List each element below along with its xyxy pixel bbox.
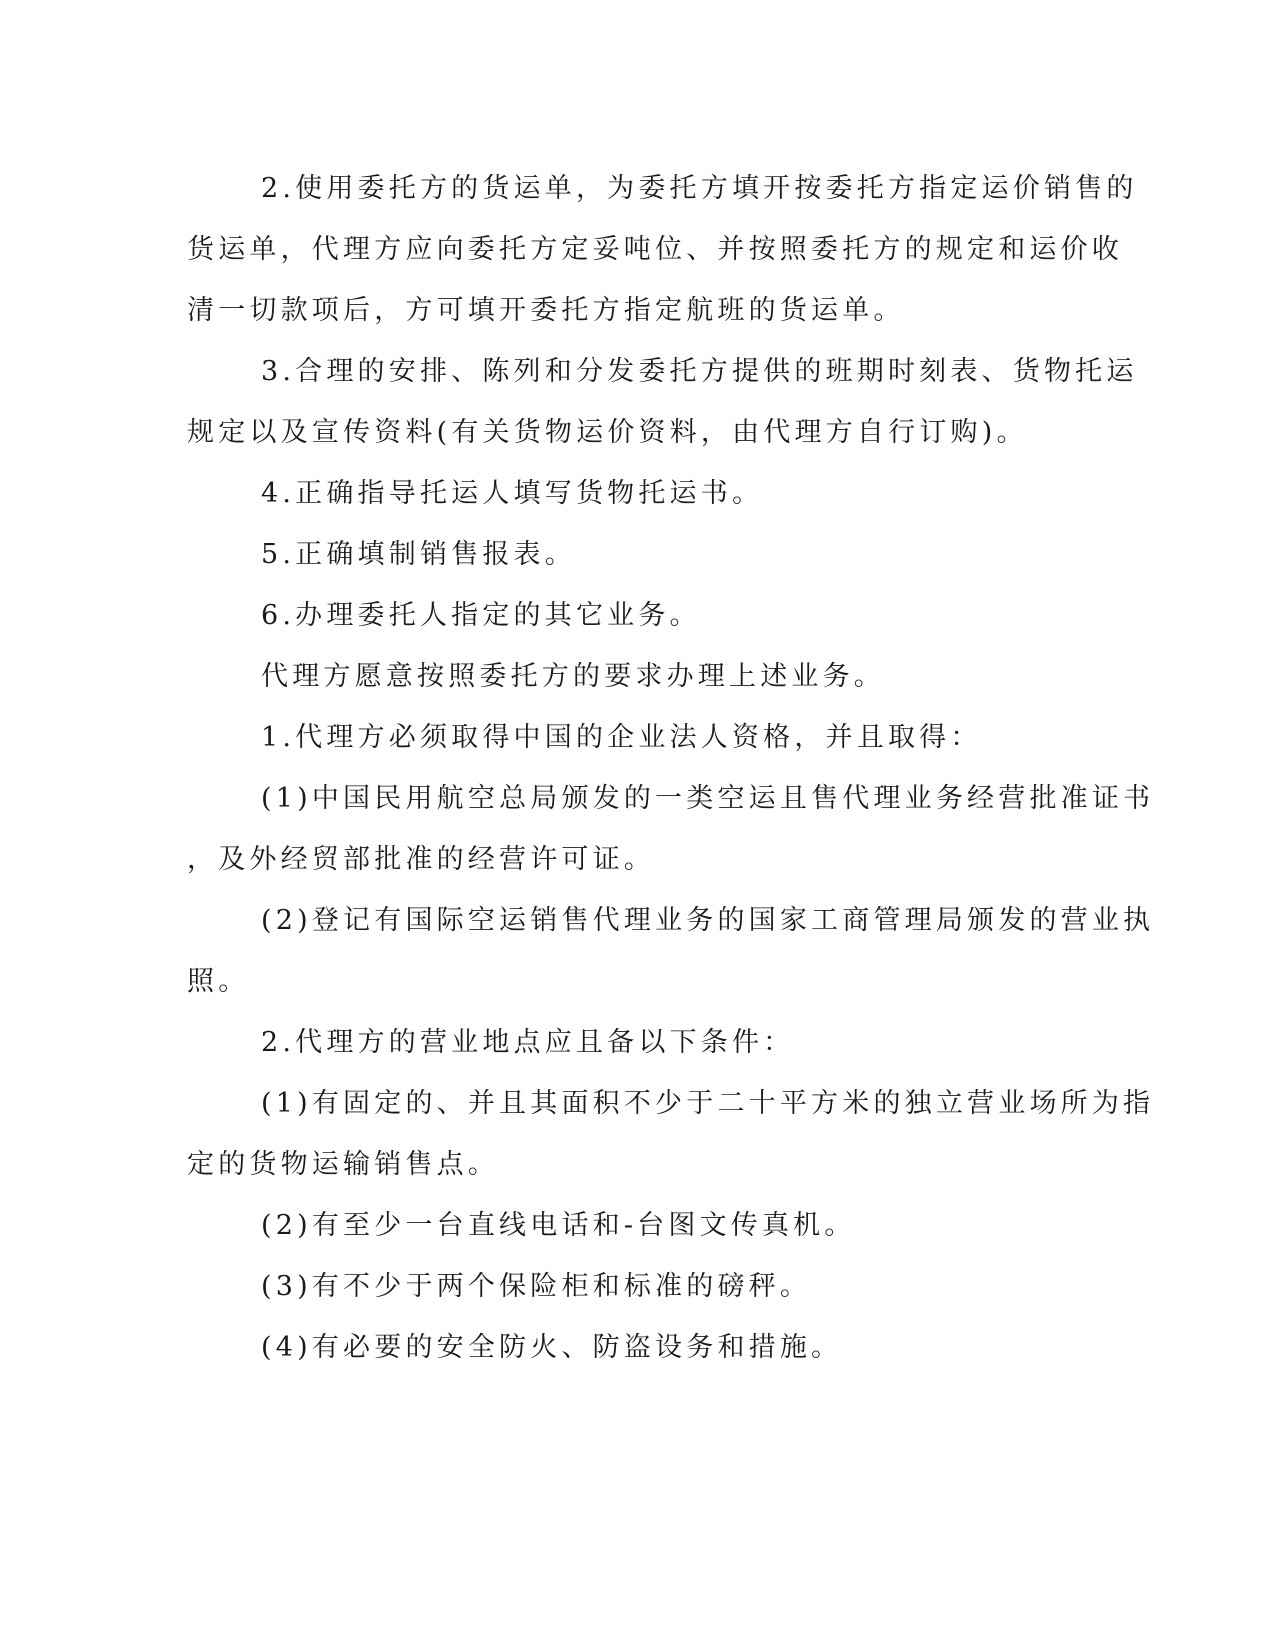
paragraph-line: 照。 [187, 966, 250, 997]
paragraph-line: 2.使用委托方的货运单，为委托方填开按委托方指定运价销售的 [261, 173, 1138, 204]
paragraph-line: 4.正确指导托运人填写货物托运书。 [261, 478, 764, 509]
paragraph-sales-report [187, 524, 1082, 585]
paragraph-line: 2.代理方的营业地点应且备以下条件： [261, 1027, 795, 1058]
paragraph-premises-conditions [187, 1012, 1082, 1073]
paragraph-license-certificate [187, 768, 1155, 890]
paragraph-line: 货运单，代理方应向委托方定妥吨位、并按照委托方的规定和运价收 [187, 234, 1123, 265]
paragraph-line: 定的货物运输销售点。 [187, 1149, 499, 1180]
document-body [187, 158, 1155, 1378]
paragraph-agent-agreement [187, 646, 1082, 707]
paragraph-line: (1)中国民用航空总局颁发的一类空运且售代理业务经营批准证书 [261, 783, 1155, 814]
paragraph-waybill-usage [187, 158, 1138, 341]
paragraph-line: (4)有必要的安全防火、防盗设务和措施。 [261, 1332, 843, 1363]
paragraph-line: (1)有固定的、并且其面积不少于二十平方米的独立营业场所为指 [261, 1088, 1155, 1119]
paragraph-line: (2)登记有国际空运销售代理业务的国家工商管理局颁发的营业执 [261, 905, 1155, 936]
paragraph-line: (3)有不少于两个保险柜和标准的磅秤。 [261, 1271, 812, 1302]
paragraph-guide-shipper [187, 463, 1082, 524]
paragraph-line: 3.合理的安排、陈列和分发委托方提供的班期时刻表、货物托运 [261, 356, 1138, 387]
paragraph-safe-scale [187, 1256, 1082, 1317]
paragraph-line: 1.代理方必须取得中国的企业法人资格，并且取得： [261, 722, 982, 753]
paragraph-line: 规定以及宣传资料(有关货物运价资料，由代理方自行订购)。 [187, 417, 1028, 448]
paragraph-line: 代理方愿意按照委托方的要求办理上述业务。 [261, 661, 885, 692]
paragraph-timetable-display [187, 341, 1138, 463]
paragraph-line: 清一切款项后，方可填开委托方指定航班的货运单。 [187, 295, 905, 326]
paragraph-phone-fax [187, 1195, 1082, 1256]
paragraph-line: ，及外经贸部批准的经营许可证。 [187, 844, 655, 875]
paragraph-legal-entity [187, 707, 1082, 768]
paragraph-line: (2)有至少一台直线电话和-台图文传真机。 [261, 1210, 856, 1241]
paragraph-line: 5.正确填制销售报表。 [261, 539, 576, 570]
paragraph-fixed-premises [187, 1073, 1155, 1195]
paragraph-security-measures [187, 1317, 1082, 1378]
paragraph-business-license [187, 890, 1155, 1012]
paragraph-line: 6.办理委托人指定的其它业务。 [261, 600, 701, 631]
paragraph-other-business [187, 585, 1082, 646]
